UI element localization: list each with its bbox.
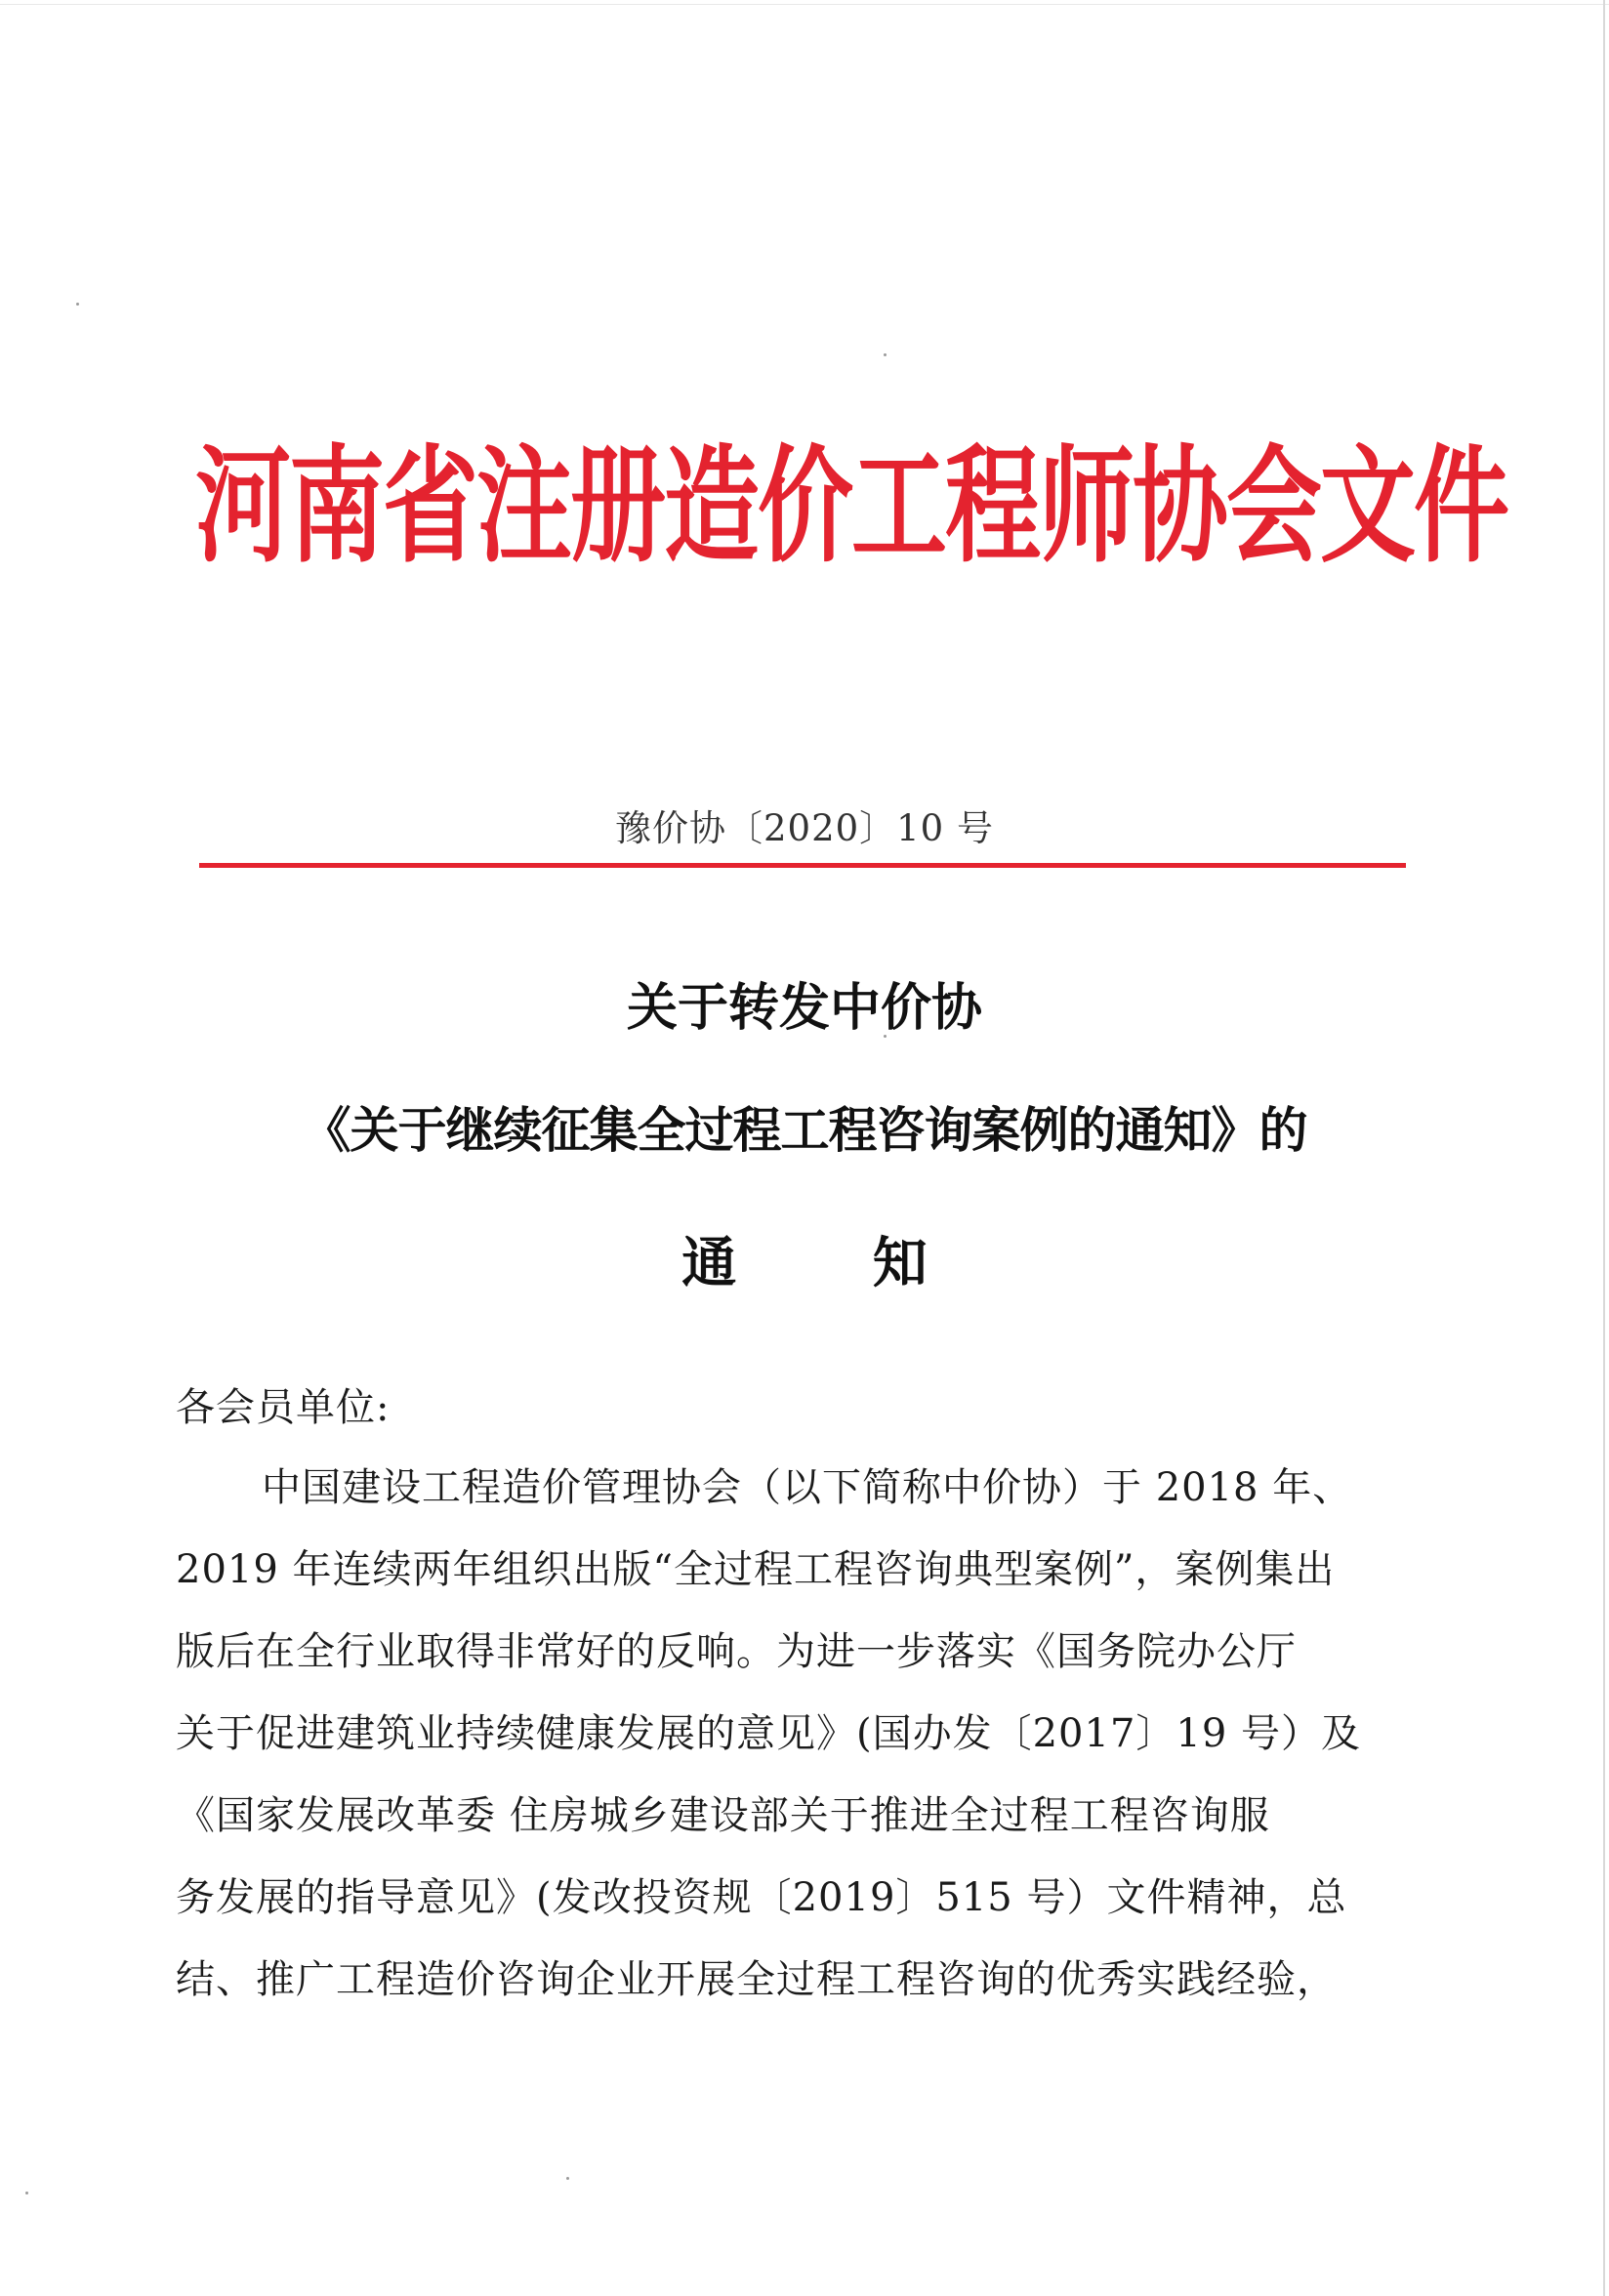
- notice-title-line-2: 《关于继续征集全过程工程咨询案例的通知》的: [302, 1101, 1307, 1159]
- document-number: 豫价协〔2020〕10 号: [614, 807, 994, 849]
- salutation: 各会员单位:: [176, 1385, 391, 1430]
- body-paragraph: [0, 1456, 1609, 2042]
- scan-speck: [25, 2192, 28, 2194]
- body-line: 《国家发展改革委 住房城乡建设部关于推进全过程工程咨询服: [176, 1793, 1270, 1838]
- body-line: 中国建设工程造价管理协会（以下简称中价协）于 2018 年、: [262, 1465, 1353, 1510]
- red-divider-rule: [199, 863, 1406, 868]
- body-line: 2019 年连续两年组织出版“全过程工程咨询典型案例”，案例集出: [176, 1547, 1336, 1592]
- notice-title-line-3: 通 知: [681, 1231, 986, 1295]
- scan-speck: [566, 2177, 569, 2180]
- body-line: 务发展的指导意见》(发改投资规〔2019〕515 号）文件精神，总: [176, 1875, 1347, 1920]
- masthead-org-title: 河南省注册造价工程师协会文件: [195, 433, 1508, 581]
- notice-title-line-1: 关于转发中价协: [626, 978, 982, 1038]
- body-line: 结、推广工程造价咨询企业开展全过程工程咨询的优秀实践经验，: [176, 1957, 1337, 2002]
- body-line: 关于促进建筑业持续健康发展的意见》(国办发〔2017〕19 号）及: [176, 1711, 1362, 1756]
- scan-speck: [76, 303, 79, 306]
- scan-speck: [884, 353, 887, 356]
- body-line: 版后在全行业取得非常好的反响。为进一步落实《国务院办公厅: [176, 1629, 1297, 1674]
- scan-edge-top: [0, 4, 1609, 5]
